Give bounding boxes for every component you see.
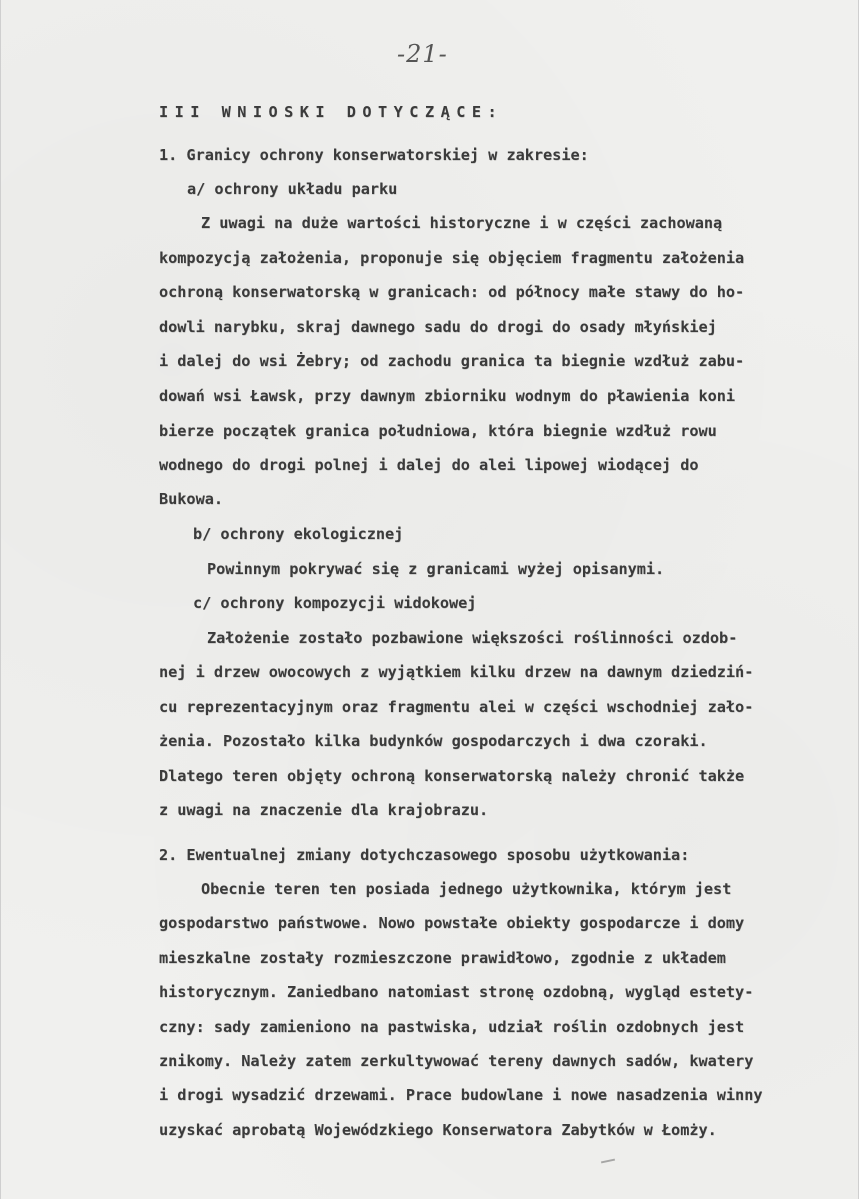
subsection-b-title: b/ ochrony ekologicznej xyxy=(193,525,404,543)
paragraph-line: z uwagi na znaczenie dla krajobrazu. xyxy=(159,801,489,819)
pen-mark xyxy=(601,1159,615,1164)
paragraph-line: znikomy. Należy zatem zerkultywować tereny dawnych sadów, kwatery xyxy=(159,1052,754,1070)
paragraph-line: nej i drzew owocowych z wyjątkiem kilku drzew na dawnym dziedziń- xyxy=(159,663,754,681)
paragraph-line: historycznym. Zaniedbano natomiast stronę ozdobną, wygląd estety- xyxy=(159,983,754,1001)
subsection-a-title: a/ ochrony układu parku xyxy=(187,180,398,198)
paragraph-line: dowli narybku, skraj dawnego sadu do drogi do osady młyńskiej xyxy=(159,318,717,336)
paragraph-line: Dlatego teren objęty ochroną konserwatorską należy chronić także xyxy=(159,767,745,785)
paragraph-line: ochroną konserwatorską w granicach: od północy małe stawy do ho- xyxy=(159,283,745,301)
section1-title: 1. Granicy ochrony konserwatorskiej w zakresie: xyxy=(159,146,589,164)
paragraph-line: dowań wsi Ławsk, przy dawnym zbiorniku wodnym do pławienia koni xyxy=(159,387,736,405)
paragraph-line: cu reprezentacyjnym oraz fragmentu alei w części wschodniej zało- xyxy=(159,698,754,716)
paragraph-line: Założenie zostało pozbawione większości roślinności ozdob- xyxy=(207,629,738,647)
paragraph-line: czny: sady zamieniono na pastwiska, udział roślin ozdobnych jest xyxy=(159,1018,745,1036)
paragraph-line: bierze początek granica południowa, która biegnie wzdłuż rowu xyxy=(159,422,717,440)
paragraph-line: i drogi wysadzić drzewami. Prace budowlane i nowe nasadzenia winny xyxy=(159,1086,763,1104)
paragraph-line: kompozycją założenia, proponuje się objęciem fragmentu założenia xyxy=(159,249,745,267)
section-heading: III WNIOSKI DOTYCZĄCE: xyxy=(159,103,504,121)
page-number: -21- xyxy=(397,40,448,68)
paragraph-line: gospodarstwo państwowe. Nowo powstałe obiekty gospodarcze i domy xyxy=(159,914,745,932)
paragraph-line: i dalej do wsi Żebry; od zachodu granica ta biegnie wzdłuż zabu- xyxy=(159,352,745,370)
paragraph-line: wodnego do drogi polnej i dalej do alei lipowej wiodącej do xyxy=(159,456,699,474)
section2-title: 2. Ewentualnej zmiany dotychczasowego sposobu użytkowania: xyxy=(159,846,690,864)
paragraph-line: Z uwagi na duże wartości historyczne i w części zachowaną xyxy=(201,214,723,232)
paragraph-line: uzyskać aprobatą Wojewódzkiego Konserwatora Zabytków w Łomży. xyxy=(159,1121,717,1139)
paragraph-line: Obecnie teren ten posiada jednego użytkownika, którym jest xyxy=(201,880,732,898)
paragraph-line: mieszkalne zostały rozmieszczone prawidłowo, zgodnie z układem xyxy=(159,949,726,967)
paragraph-line: Bukowa. xyxy=(159,490,224,508)
paragraph-line: Powinnym pokrywać się z granicami wyżej opisanymi. xyxy=(207,560,665,578)
paragraph-line: żenia. Pozostało kilka budynków gospodarczych i dwa czoraki. xyxy=(159,732,708,750)
subsection-c-title: c/ ochrony kompozycji widokowej xyxy=(193,594,477,612)
